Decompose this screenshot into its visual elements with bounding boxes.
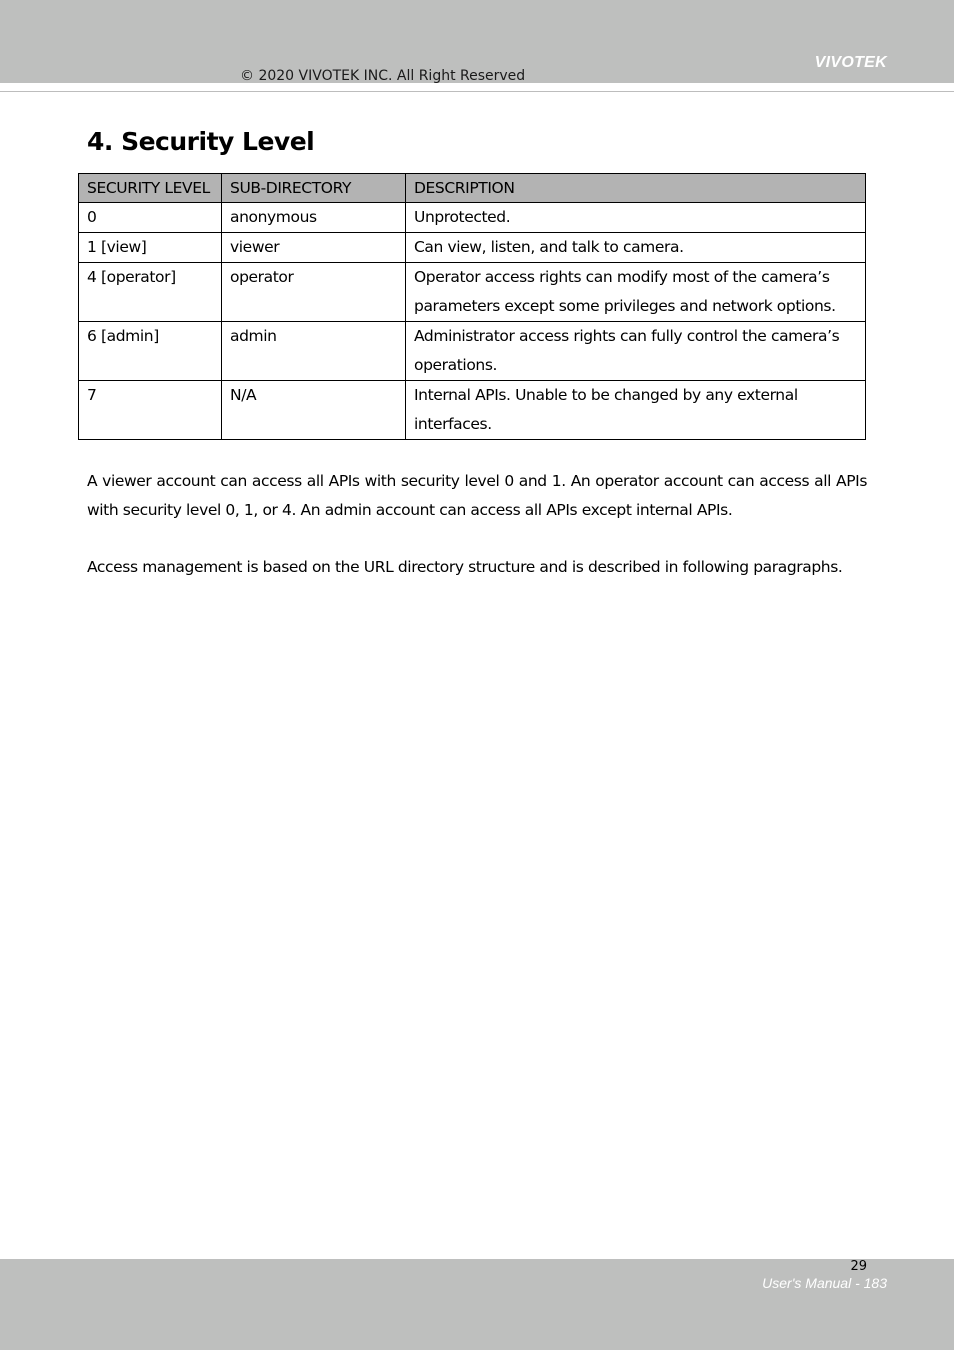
paragraph-access-management: Access management is based on the URL directory structure and is described in following paragraphs. bbox=[87, 558, 843, 576]
paragraph-account-access: A viewer account can access all APIs with security level 0 and 1. An operator account can access all APIs with security level 0, 1, or 4. An admin account can access all APIs except internal APIs. bbox=[87, 472, 867, 519]
page-number: 29 bbox=[850, 1259, 867, 1274]
brand-logo-text: VIVOTEK bbox=[814, 54, 887, 71]
page-footer bbox=[0, 1259, 954, 1350]
table-row bbox=[79, 233, 866, 263]
cell-security-level: 4 [operator] bbox=[79, 263, 222, 322]
cell-sub-directory: N/A bbox=[222, 381, 406, 440]
cell-description: Operator access rights can modify most of the camera’s parameters except some privileges and network options. bbox=[406, 263, 866, 322]
cell-sub-directory: viewer bbox=[222, 233, 406, 263]
column-header-security-level: SECURITY LEVEL bbox=[79, 174, 222, 203]
table-row bbox=[79, 381, 866, 440]
cell-sub-directory: operator bbox=[222, 263, 406, 322]
table-header-row bbox=[79, 174, 866, 203]
cell-description: Can view, listen, and talk to camera. bbox=[406, 233, 866, 263]
table-row bbox=[79, 322, 866, 381]
cell-security-level: 6 [admin] bbox=[79, 322, 222, 381]
cell-security-level: 1 [view] bbox=[79, 233, 222, 263]
cell-sub-directory: anonymous bbox=[222, 203, 406, 233]
table-row bbox=[79, 203, 866, 233]
column-header-sub-directory: SUB-DIRECTORY bbox=[222, 174, 406, 203]
security-level-table bbox=[78, 173, 866, 440]
column-header-description: DESCRIPTION bbox=[406, 174, 866, 203]
cell-description: Administrator access rights can fully control the camera’s operations. bbox=[406, 322, 866, 381]
cell-sub-directory: admin bbox=[222, 322, 406, 381]
manual-page-reference: User's Manual - 183 bbox=[762, 1275, 887, 1291]
cell-description: Internal APIs. Unable to be changed by any external interfaces. bbox=[406, 381, 866, 440]
copyright-notice: © 2020 VIVOTEK INC. All Right Reserved bbox=[240, 68, 526, 84]
table-row bbox=[79, 263, 866, 322]
cell-security-level: 0 bbox=[79, 203, 222, 233]
cell-security-level: 7 bbox=[79, 381, 222, 440]
cell-description: Unprotected. bbox=[406, 203, 866, 233]
section-title: 4. Security Level bbox=[87, 127, 315, 156]
header-divider bbox=[0, 91, 954, 92]
